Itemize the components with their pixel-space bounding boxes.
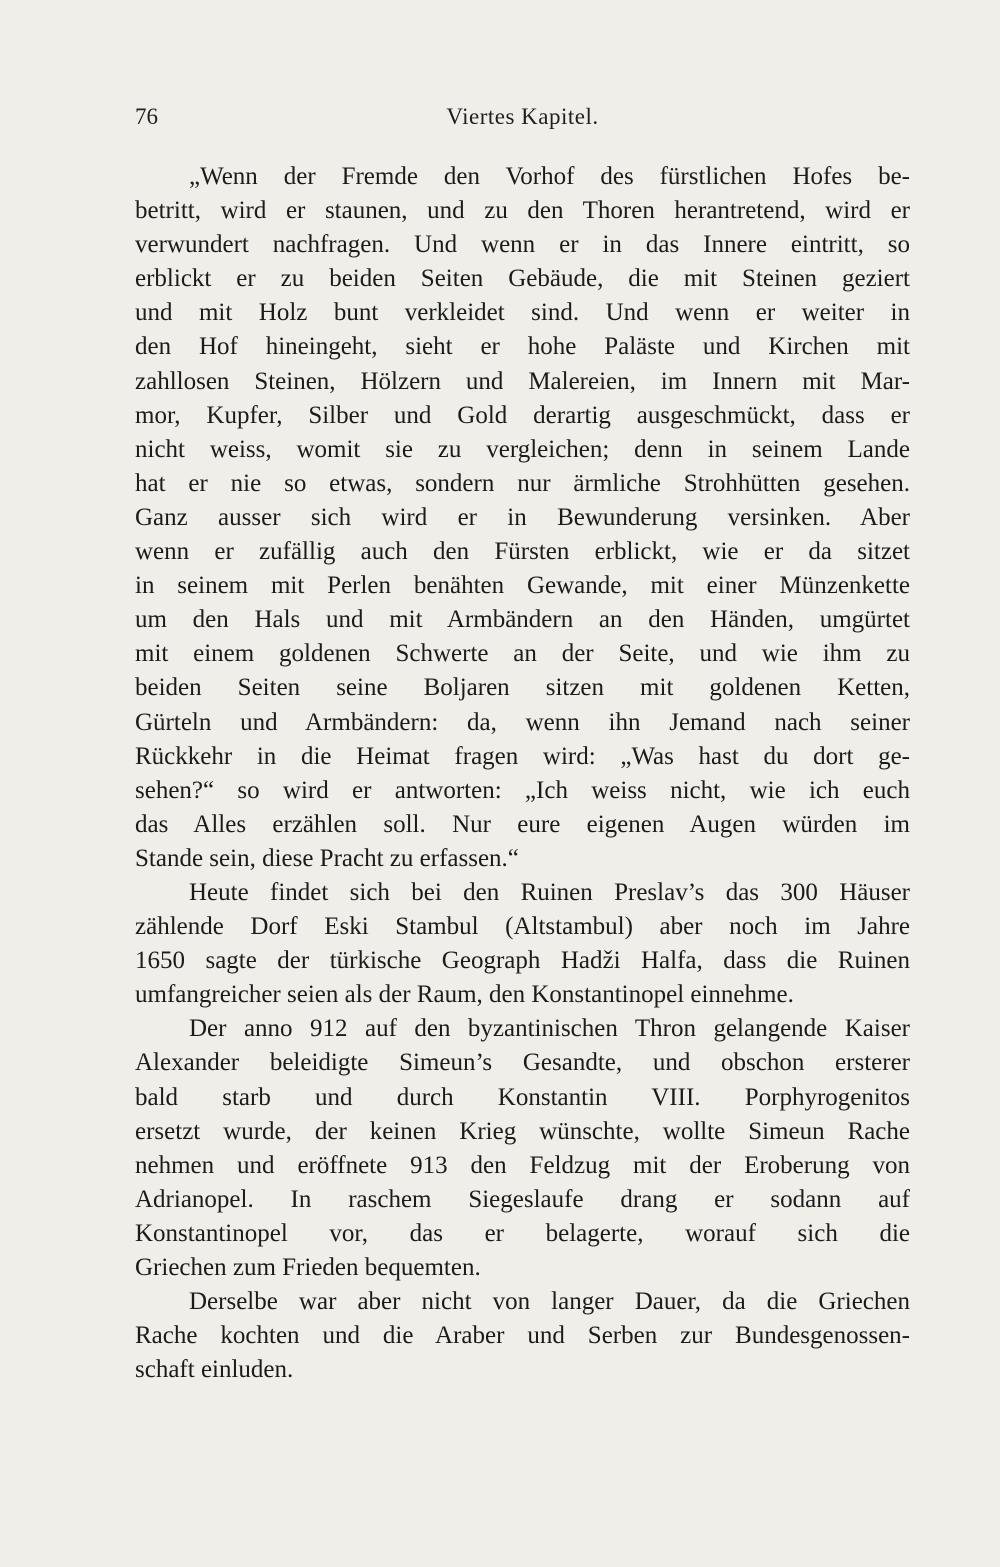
text-line: ersetzt wurde, der keinen Krieg wünschte, wollte Simeun Rache (135, 1117, 910, 1145)
text-line: schaft einluden. (135, 1356, 294, 1384)
text-line: „Wenn der Fremde den Vorhof des fürstlichen Hofes be- (189, 163, 910, 190)
text-line: hat er nie so etwas, sondern nur ärmliche Strohhütten gesehen. (135, 469, 910, 497)
text-line: wenn er zufällig auch den Fürsten erblickt, wie er da sitzet (135, 538, 910, 566)
text-line: nehmen und eröffnete 913 den Feldzug mit der Eroberung von (135, 1151, 910, 1179)
text-line: mit einem goldenen Schwerte an der Seite, und wie ihm zu (135, 640, 910, 668)
text-line: Rückkehr in die Heimat fragen wird: „Was hast du dort ge- (135, 742, 910, 770)
text-line: mor, Kupfer, Silber und Gold derartig ausgeschmückt, dass er (135, 401, 910, 429)
text-line: Der anno 912 auf den byzantinischen Thron gelangende Kaiser (189, 1015, 910, 1043)
body-text (135, 160, 910, 1387)
text-line: Derselbe war aber nicht von langer Dauer, da die Griechen (189, 1288, 910, 1316)
text-line: verwundert nachfragen. Und wenn er in das Innere eintritt, so (135, 231, 910, 259)
text-line: den Hof hineingeht, sieht er hohe Paläste und Kirchen mit (135, 333, 910, 361)
page-number: 76 (135, 104, 158, 129)
page-header (135, 104, 910, 136)
text-line: Alexander beleidigte Simeun’s Gesandte, und obschon ersterer (135, 1049, 910, 1077)
text-line: betritt, wird er staunen, und zu den Thoren herantretend, wird er (135, 197, 910, 225)
text-line: Gürteln und Armbändern: da, wenn ihn Jemand nach seiner (135, 708, 910, 736)
text-line: Ganz ausser sich wird er in Bewunderung versinken. Aber (135, 503, 910, 531)
text-line: erblickt er zu beiden Seiten Gebäude, die mit Steinen geziert (135, 265, 910, 293)
text-line: beiden Seiten seine Boljaren sitzen mit goldenen Ketten, (135, 674, 910, 702)
text-line: Konstantinopel vor, das er belagerte, worauf sich die (135, 1219, 910, 1247)
text-line: in seinem mit Perlen benähten Gewande, mit einer Münzenkette (135, 572, 910, 600)
text-line: zählende Dorf Eski Stambul (Altstambul) aber noch im Jahre (135, 913, 910, 941)
text-line: Stande sein, diese Pracht zu erfassen.“ (135, 844, 519, 872)
text-line: nicht weiss, womit sie zu vergleichen; denn in seinem Lande (135, 435, 910, 463)
text-line: sehen?“ so wird er antworten: „Ich weiss nicht, wie ich euch (135, 776, 910, 804)
text-line: zahllosen Steinen, Hölzern und Malereien, im Innern mit Mar- (135, 367, 910, 395)
text-line: bald starb und durch Konstantin VIII. Porphyrogenitos (135, 1083, 910, 1111)
text-line: Griechen zum Frieden bequemten. (135, 1254, 481, 1281)
text-line: und mit Holz bunt verkleidet sind. Und wenn er weiter in (135, 299, 910, 327)
text-line: das Alles erzählen soll. Nur eure eigenen Augen würden im (135, 810, 910, 838)
text-line: 1650 sagte der türkische Geograph Hadži Halfa, dass die Ruinen (135, 947, 910, 975)
text-line: Heute findet sich bei den Ruinen Preslav’s das 300 Häuser (189, 878, 910, 906)
text-line: Rache kochten und die Araber und Serben zur Bundesgenossen- (135, 1322, 910, 1350)
text-line: Adrianopel. In raschem Siegeslaufe drang er sodann auf (135, 1185, 910, 1213)
text-line: um den Hals und mit Armbändern an den Händen, umgürtet (135, 606, 910, 634)
text-line: umfangreicher seien als der Raum, den Konstantinopel einnehme. (135, 981, 794, 1009)
running-title: Viertes Kapitel. (446, 104, 599, 129)
